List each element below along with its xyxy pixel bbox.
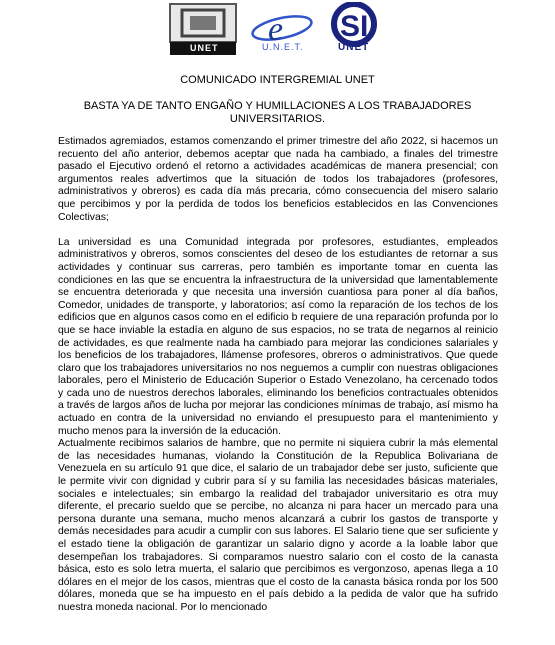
logos-header — [168, 2, 390, 58]
si-logo-text: UNET — [338, 42, 370, 53]
si-unet-logo — [318, 2, 388, 56]
apu-logo-text: UNET — [190, 43, 219, 53]
paragraph-2: La universidad es una Comunidad integrada por profesores, estudiantes, empleados administrativos y obreros, somos conscientes del deseo de los estudiantes de retornar a sus actividades y continuar sus carreras, pero también es importante tomar en cuenta las condiciones en las que se encuentra la infraestructura de la universidad que lamentablemente se encuentra deteriorada y que necesita una inversión cuantiosa para poner al día baños, Comedor, unidades de transporte, y laboratorios; así como la reparación de los techos de los edificios que en algunos casos como en el edificio b requiere de una reparación profunda por lo que se hace inviable la estadía en alguno de sus espacios, no se trata de negarnos al reinicio de actividades, es que realmente nada ha cambiado para mejorar las condiciones salariales y los beneficios de los trabajadores, llámense profesores, obreros o administrativos. Que quede claro que los trabajadores universitarios no nos neguemos a cumplir con nuestras obligaciones laborales, pero el Ministerio de Educación Superior o Estado Venezolano, ha cercenado todos y cada uno de nuestros derechos laborales, eliminando los beneficios contractuales obtenidos a través de largos años de lucha por mejorar las condiciones mínimas de trabajo, así mismo ha actuado en contra de la universidad no enviando el presupuesto para el mantenimiento y mucho menos para la inversión de la educación. — [58, 236, 498, 437]
svg-text:e: e — [268, 11, 284, 48]
document-body — [58, 136, 498, 615]
svg-text:SI: SI — [340, 10, 369, 43]
document-title: COMUNICADO INTERGREMIAL UNET — [180, 74, 375, 86]
document-headline-line2: UNIVERSITARIOS. — [229, 113, 326, 125]
e-unet-logo — [246, 10, 316, 56]
paragraph-1: Estimados agremiados, estamos comenzando el primer trimestre del año 2022, si hacemos un recuento del año anterior, debemos aceptar que nada ha cambiado, a finales del trimestre pasado el Ejecutivo ordenó el retorno a actividades académicas de manera presencial; con argumentos reales advertimos que la situación de todos los trabajadores (profesores, administrativos y obreros) es cada día más precaria, cómo consecuencia del misero salario que percibimos y por la perdida de todos los beneficios establecidos en las Convenciones Colectivas; — [58, 136, 498, 223]
paragraph-3: Actualmente recibimos salarios de hambre, que no permite ni siquiera cubrir la más elemental de las necesidades humanas, violando la Constitución de la Republica Bolivariana de Venezuela en su artículo 91 que dice, el salario de un trabajador debe ser justo, suficiente que le permite vivir con dignidad y cubrir para sí y su familia las necesidades básicas materiales, sociales e intelectuales; sin embargo la realidad del trabajador universitario es otra muy diferente, el precario sueldo que se percibe, no alcanza ni para hacer un mercado para una persona durante una semana, mucho menos alcanzará a cubrir los gastos de transporte y demás necesidades para acudir a cumplir con sus labores. El Salario tiene que ser suficiente y el estado tiene la obligación de garantizar un salario digno y acorde a la loable labor que desempeñan los trabajadores. Si comparamos nuestro salario con el costo de la canasta básica, esto es solo letra muerta, el salario que percibimos es vergonzoso, apenas llega a 10 dólares en el mejor de los casos, mientras que el costo de la canasta básica ronda por los 500 dólares, moneda que se ha impuesto en el país debido a la pedida de valor que ha sufrido nuestra moneda nacional. Por lo mencionado — [58, 438, 498, 613]
paragraph-gap — [58, 224, 498, 237]
document-headline-line1: BASTA YA DE TANTO ENGAÑO Y HUMILLACIONES A LOS TRABAJADORES — [83, 100, 472, 112]
e-logo-text: U.N.E.T. — [262, 42, 304, 52]
apu-unet-logo — [168, 2, 238, 56]
